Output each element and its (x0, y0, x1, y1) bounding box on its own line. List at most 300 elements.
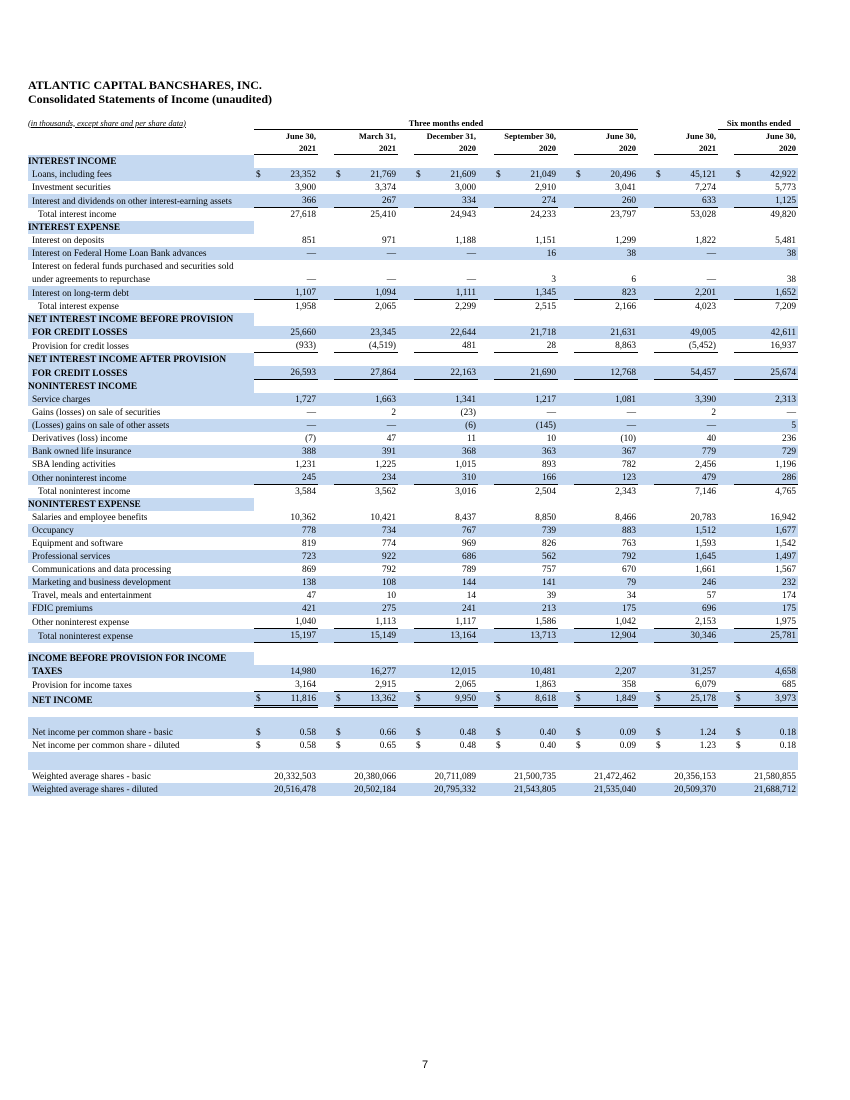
column-gap (718, 717, 734, 726)
column-gap (398, 602, 414, 615)
table-row (28, 739, 800, 752)
column-gap (398, 783, 414, 796)
currency-symbol (414, 629, 426, 643)
column-gap (638, 783, 654, 796)
currency-symbol (414, 366, 426, 380)
cell-value: 1,117 (426, 615, 478, 629)
cell-value: 4,765 (775, 487, 796, 497)
cell-value (666, 155, 718, 169)
column-gap (638, 432, 654, 445)
cell-value (586, 221, 638, 234)
currency-symbol (334, 445, 346, 458)
currency-symbol: $ (574, 726, 586, 739)
currency-symbol (414, 615, 426, 629)
column-gap (478, 247, 494, 260)
currency-symbol (494, 589, 506, 602)
column-gap (638, 524, 654, 537)
currency-symbol (734, 286, 746, 300)
cell-value: 21,688,712 (746, 783, 798, 796)
currency-symbol (254, 471, 266, 485)
cell-value (506, 717, 558, 726)
cell-value: 20,502,184 (346, 783, 398, 796)
column-gap (638, 643, 654, 653)
currency-symbol (654, 339, 666, 353)
cell-value: 12,768 (586, 366, 638, 380)
currency-symbol (414, 260, 426, 273)
cell-value (666, 752, 718, 761)
currency-symbol (334, 300, 346, 314)
cell-value: 1,652 (746, 286, 798, 300)
cell-value: 21,609 (426, 168, 478, 181)
cell-value: 49,820 (770, 210, 796, 220)
cell-value (506, 761, 558, 770)
column-gap (478, 393, 494, 406)
currency-symbol (494, 652, 506, 665)
cell-value: 1,299 (615, 236, 636, 246)
cell-value: 883 (586, 524, 638, 537)
cell-value: 1,542 (775, 539, 796, 549)
cell-value: 729 (746, 445, 798, 458)
column-gap (638, 471, 654, 485)
currency-symbol (574, 445, 586, 458)
cell-value: 3,584 (295, 487, 316, 497)
column-gap (398, 286, 414, 300)
currency-symbol (654, 393, 666, 406)
column-gap (318, 665, 334, 678)
row-label: Total noninterest expense (28, 629, 254, 643)
currency-symbol (574, 537, 586, 550)
cell-value: 20,516,478 (266, 783, 318, 796)
cell-value: 108 (346, 576, 398, 589)
currency-symbol (574, 511, 586, 524)
currency-symbol (334, 313, 346, 326)
cell-value: 0.48 (459, 741, 476, 751)
column-gap (398, 550, 414, 563)
currency-symbol (334, 498, 346, 511)
currency-symbol (334, 511, 346, 524)
cell-value: — (306, 275, 316, 285)
column-header-line1: June 30, (765, 131, 796, 141)
cell-value (746, 707, 798, 718)
column-gap (478, 589, 494, 602)
cell-value: 757 (542, 565, 556, 575)
cell-value: 334 (426, 194, 478, 208)
currency-symbol (654, 406, 666, 419)
currency-symbol (254, 498, 266, 511)
currency-symbol (494, 629, 506, 643)
column-header-line1: September 30, (504, 131, 556, 141)
cell-value: 22,644 (426, 326, 478, 339)
table-row (28, 692, 800, 707)
currency-symbol (494, 155, 506, 169)
cell-value: 38 (786, 275, 796, 285)
cell-value (666, 498, 718, 511)
row-label (28, 643, 254, 653)
cell-value: 2,456 (695, 460, 716, 470)
column-gap (398, 155, 414, 169)
column-gap (638, 393, 654, 406)
cell-value (586, 260, 638, 273)
row-label: FDIC premiums (28, 602, 254, 615)
column-gap (478, 168, 494, 181)
cell-value (346, 260, 398, 273)
row-label (28, 707, 254, 718)
column-gap (638, 181, 654, 194)
cell-value (266, 313, 318, 326)
cell-value: 3,000 (455, 183, 476, 193)
currency-symbol (654, 783, 666, 796)
column-gap (318, 406, 334, 419)
column-gap (638, 717, 654, 726)
column-gap (318, 339, 334, 353)
column-gap (558, 665, 574, 678)
currency-symbol (574, 300, 586, 314)
table-row (28, 445, 800, 458)
row-label: NET INTEREST INCOME AFTER PROVISION (28, 353, 254, 367)
cell-value: 670 (622, 565, 636, 575)
currency-symbol (494, 678, 506, 692)
column-gap (318, 615, 334, 629)
cell-value: 246 (666, 576, 718, 589)
cell-value (506, 643, 558, 653)
column-gap (318, 194, 334, 208)
section-header-row (28, 652, 800, 665)
currency-symbol (414, 783, 426, 796)
column-gap (478, 208, 494, 222)
cell-value (666, 353, 718, 367)
currency-symbol (254, 260, 266, 273)
currency-symbol (654, 629, 666, 643)
currency-symbol (734, 380, 746, 394)
table-row (28, 615, 800, 629)
currency-symbol (494, 471, 506, 485)
currency-symbol (254, 393, 266, 406)
row-label: NONINTEREST INCOME (28, 380, 254, 394)
row-label: Bank owned life insurance (28, 445, 254, 458)
column-gap (318, 445, 334, 458)
currency-symbol (494, 665, 506, 678)
cell-value: 1,217 (506, 393, 558, 406)
currency-symbol (734, 770, 746, 783)
column-gap (558, 498, 574, 511)
currency-symbol (414, 458, 426, 471)
cell-value: 3,164 (266, 678, 318, 692)
cell-value: 479 (666, 471, 718, 485)
currency-symbol (654, 602, 666, 615)
column-gap (558, 260, 574, 273)
cell-value: 368 (426, 445, 478, 458)
column-gap (638, 326, 654, 339)
cell-value (746, 353, 798, 367)
header-spacer (28, 130, 254, 143)
column-gap (638, 652, 654, 665)
cell-value: 54,457 (666, 366, 718, 380)
currency-symbol (574, 783, 586, 796)
cell-value: — (266, 419, 318, 432)
cell-value (506, 707, 558, 718)
column-gap (318, 652, 334, 665)
column-gap (718, 155, 734, 169)
column-gap (638, 247, 654, 260)
column-gap (478, 406, 494, 419)
cell-value: 0.18 (746, 726, 798, 739)
column-gap (478, 353, 494, 367)
cell-value: 1,661 (695, 565, 716, 575)
currency-symbol (574, 485, 586, 499)
income-statement-table (28, 117, 800, 796)
cell-value: 633 (666, 194, 718, 208)
cell-value: 3,041 (615, 183, 636, 193)
row-label: Investment securities (32, 183, 111, 193)
column-gap (398, 652, 414, 665)
cell-value: — (666, 419, 718, 432)
cell-value: 1,663 (346, 393, 398, 406)
table-row (28, 366, 800, 380)
currency-symbol (254, 629, 266, 643)
cell-value: 12,904 (586, 629, 638, 643)
currency-symbol (734, 260, 746, 273)
currency-symbol (574, 770, 586, 783)
column-gap (318, 208, 334, 222)
currency-symbol (414, 432, 426, 445)
cell-value (266, 707, 318, 718)
currency-symbol (494, 615, 506, 629)
cell-value: 236 (782, 434, 796, 444)
table-row (28, 589, 800, 602)
cell-value: 1,225 (375, 460, 396, 470)
cell-value: 275 (346, 602, 398, 615)
row-label: NET INTEREST INCOME BEFORE PROVISION (28, 313, 254, 326)
column-gap (718, 589, 734, 602)
cell-value: — (346, 247, 398, 260)
column-gap (398, 524, 414, 537)
column-gap (638, 273, 654, 286)
currency-symbol (574, 458, 586, 471)
currency-symbol (574, 247, 586, 260)
currency-symbol (574, 615, 586, 629)
column-gap (718, 498, 734, 511)
column-gap (478, 155, 494, 169)
currency-symbol (414, 643, 426, 653)
column-gap (318, 739, 334, 752)
cell-value: 7,209 (775, 302, 796, 312)
column-gap (318, 353, 334, 367)
cell-value (746, 752, 798, 761)
column-gap (398, 194, 414, 208)
currency-symbol (494, 498, 506, 511)
cell-value (266, 155, 318, 169)
cell-value: 1,081 (586, 393, 638, 406)
currency-symbol (254, 234, 266, 247)
currency-symbol (414, 300, 426, 314)
currency-symbol (334, 602, 346, 615)
column-header-line1: December 31, (426, 131, 476, 141)
currency-symbol (254, 615, 266, 629)
cell-value (586, 717, 638, 726)
cell-value: 21,580,855 (754, 772, 796, 782)
currency-symbol (254, 643, 266, 653)
row-label: Total interest income (38, 210, 117, 220)
currency-symbol (654, 458, 666, 471)
column-gap (318, 168, 334, 181)
column-gap (558, 739, 574, 752)
cell-value: 8,466 (615, 513, 636, 523)
cell-value: 0.48 (426, 726, 478, 739)
currency-symbol (254, 511, 266, 524)
row-label: Weighted average shares - basic (32, 772, 152, 782)
currency-symbol: $ (254, 692, 266, 707)
column-gap (318, 761, 334, 770)
column-gap (478, 445, 494, 458)
cell-value (426, 761, 478, 770)
cell-value: 421 (266, 602, 318, 615)
currency-symbol (414, 752, 426, 761)
currency-symbol (254, 576, 266, 589)
currency-symbol (494, 393, 506, 406)
cell-value (346, 380, 398, 394)
currency-symbol (254, 678, 266, 692)
cell-value: 274 (506, 194, 558, 208)
table-row (28, 537, 800, 550)
column-gap (478, 678, 494, 692)
column-gap (718, 761, 734, 770)
currency-symbol (574, 563, 586, 576)
cell-value: 779 (666, 445, 718, 458)
cell-value: 366 (266, 194, 318, 208)
six-months-header: Six months ended (718, 117, 800, 130)
column-gap (318, 260, 334, 273)
column-gap (638, 221, 654, 234)
currency-symbol (494, 366, 506, 380)
currency-symbol (334, 273, 346, 286)
currency-symbol (494, 221, 506, 234)
cell-value: 0.58 (266, 726, 318, 739)
currency-symbol (734, 419, 746, 432)
cell-value: 23,797 (610, 210, 636, 220)
cell-value: 25,660 (266, 326, 318, 339)
currency-symbol (734, 563, 746, 576)
cell-value (266, 498, 318, 511)
cell-value (666, 643, 718, 653)
column-gap (558, 221, 574, 234)
column-gap (398, 471, 414, 485)
row-label: (Losses) gains on sale of other assets (28, 419, 254, 432)
currency-symbol (494, 550, 506, 563)
cell-value: 21,631 (586, 326, 638, 339)
column-gap (398, 498, 414, 511)
currency-symbol (654, 208, 666, 222)
currency-symbol (254, 380, 266, 394)
cell-value: 39 (546, 591, 556, 601)
column-gap (558, 770, 574, 783)
currency-symbol (734, 326, 746, 339)
currency-symbol (254, 286, 266, 300)
column-gap (318, 300, 334, 314)
cell-value: 10,421 (370, 513, 396, 523)
cell-value: 1,567 (775, 565, 796, 575)
currency-symbol (254, 524, 266, 537)
cell-value: 8,863 (586, 339, 638, 353)
column-gap (318, 313, 334, 326)
column-gap (638, 576, 654, 589)
currency-symbol (574, 707, 586, 718)
currency-symbol (334, 260, 346, 273)
currency-symbol (574, 652, 586, 665)
column-gap (558, 155, 574, 169)
column-gap (718, 208, 734, 222)
currency-symbol (654, 550, 666, 563)
table-row (28, 485, 800, 499)
cell-value: 20,509,370 (666, 783, 718, 796)
table-row (28, 300, 800, 314)
column-gap (398, 629, 414, 643)
cell-value: 31,257 (666, 665, 718, 678)
column-gap (558, 313, 574, 326)
row-label (28, 761, 254, 770)
currency-symbol (414, 247, 426, 260)
row-label: Other noninterest income (28, 471, 254, 485)
cell-value (746, 221, 798, 234)
column-gap (718, 602, 734, 615)
column-gap (718, 260, 734, 273)
currency-symbol (654, 432, 666, 445)
currency-symbol (494, 419, 506, 432)
cell-value: 15,149 (346, 629, 398, 643)
cell-value: 1,151 (535, 236, 556, 246)
cell-value: — (706, 275, 716, 285)
section-header-row (28, 221, 800, 234)
column-gap (398, 576, 414, 589)
column-gap (718, 286, 734, 300)
currency-symbol (654, 353, 666, 367)
cell-value: 1,975 (746, 615, 798, 629)
row-label: NET INCOME (28, 692, 254, 707)
column-gap (558, 643, 574, 653)
column-gap (718, 524, 734, 537)
cell-value: 0.09 (619, 741, 636, 751)
currency-symbol (574, 221, 586, 234)
currency-symbol (574, 380, 586, 394)
currency-symbol (334, 665, 346, 678)
cell-value (426, 380, 478, 394)
cell-value: — (466, 275, 476, 285)
column-gap (398, 511, 414, 524)
cell-value: 174 (782, 591, 796, 601)
cell-value: 25,178 (666, 692, 718, 707)
column-gap (718, 629, 734, 643)
column-gap (398, 366, 414, 380)
cell-value (666, 652, 718, 665)
cell-value: 49,005 (666, 326, 718, 339)
currency-symbol: $ (414, 726, 426, 739)
cell-value: 30,346 (666, 629, 718, 643)
currency-symbol (654, 770, 666, 783)
currency-symbol (574, 550, 586, 563)
column-gap (318, 707, 334, 718)
cell-value: 0.40 (506, 726, 558, 739)
currency-symbol (574, 432, 586, 445)
cell-value: 789 (462, 565, 476, 575)
column-gap (718, 445, 734, 458)
column-gap (398, 665, 414, 678)
currency-symbol (654, 273, 666, 286)
column-gap (478, 550, 494, 563)
currency-symbol (414, 181, 426, 194)
cell-value: 2,299 (455, 302, 476, 312)
cell-value: — (346, 419, 398, 432)
cell-value (346, 761, 398, 770)
currency-symbol (734, 353, 746, 367)
